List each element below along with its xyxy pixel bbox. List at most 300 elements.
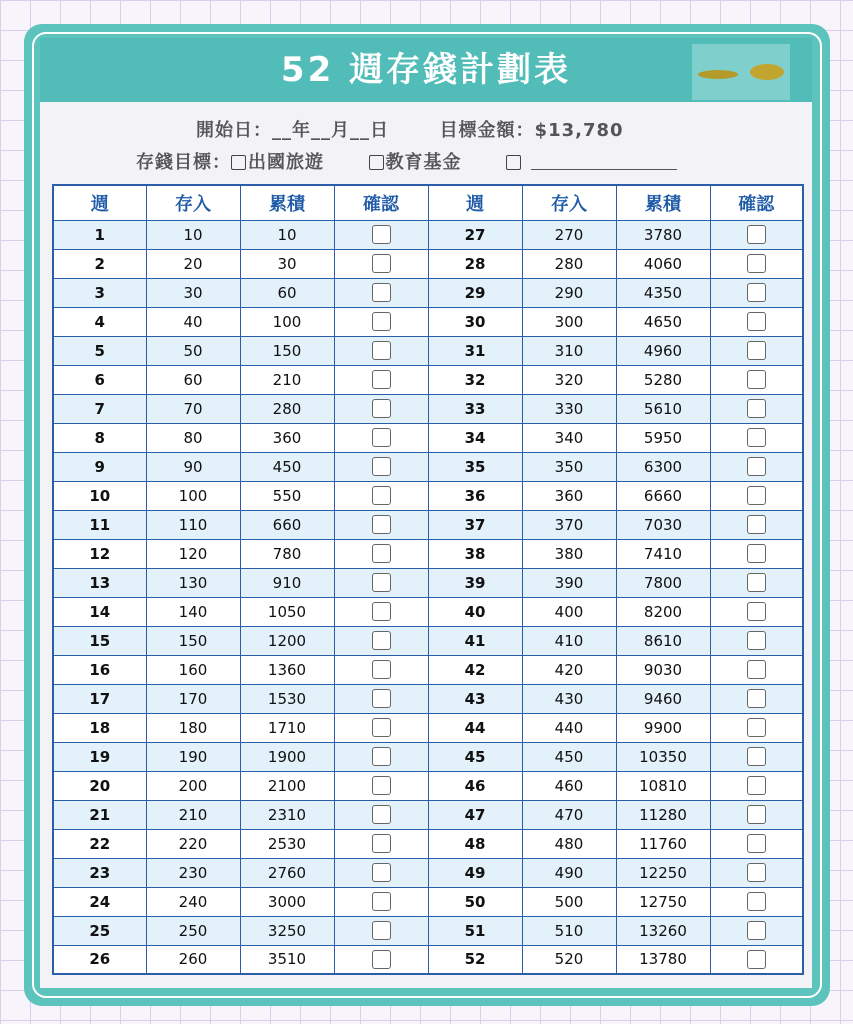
total-cell: 10810	[616, 771, 710, 800]
confirm-checkbox[interactable]	[747, 428, 766, 447]
deposit-cell: 130	[146, 568, 240, 597]
confirm-checkbox[interactable]	[372, 921, 391, 940]
deposit-cell: 450	[522, 742, 616, 771]
confirm-checkbox[interactable]	[747, 892, 766, 911]
confirm-cell	[710, 713, 803, 742]
week-cell: 45	[428, 742, 522, 771]
table-row	[53, 858, 803, 887]
confirm-checkbox[interactable]	[372, 515, 391, 534]
deposit-cell: 410	[522, 626, 616, 655]
total-cell: 9460	[616, 684, 710, 713]
deposit-cell: 310	[522, 336, 616, 365]
confirm-cell	[334, 220, 428, 249]
deposit-cell: 510	[522, 916, 616, 945]
confirm-checkbox[interactable]	[372, 805, 391, 824]
confirm-checkbox[interactable]	[372, 312, 391, 331]
week-cell: 34	[428, 423, 522, 452]
week-cell: 6	[53, 365, 146, 394]
week-cell: 7	[53, 394, 146, 423]
confirm-checkbox[interactable]	[747, 950, 766, 969]
confirm-checkbox[interactable]	[747, 254, 766, 273]
week-cell: 16	[53, 655, 146, 684]
week-cell: 46	[428, 771, 522, 800]
header-deposit: 存入	[146, 185, 240, 220]
week-cell: 18	[53, 713, 146, 742]
deposit-cell: 90	[146, 452, 240, 481]
confirm-cell	[710, 510, 803, 539]
deposit-cell: 460	[522, 771, 616, 800]
confirm-checkbox[interactable]	[372, 660, 391, 679]
total-cell: 5280	[616, 365, 710, 394]
confirm-checkbox[interactable]	[747, 776, 766, 795]
total-cell: 13780	[616, 945, 710, 974]
confirm-cell	[334, 336, 428, 365]
deposit-cell: 190	[146, 742, 240, 771]
deposit-cell: 490	[522, 858, 616, 887]
total-cell: 7800	[616, 568, 710, 597]
header-deposit: 存入	[522, 185, 616, 220]
total-cell: 12750	[616, 887, 710, 916]
week-cell: 24	[53, 887, 146, 916]
total-cell: 30	[240, 249, 334, 278]
confirm-checkbox[interactable]	[747, 718, 766, 737]
week-cell: 25	[53, 916, 146, 945]
deco-leaf-icon	[698, 70, 738, 79]
total-cell: 5950	[616, 423, 710, 452]
week-cell: 26	[53, 945, 146, 974]
page-title: 52 週存錢計劃表	[280, 50, 572, 90]
confirm-checkbox[interactable]	[372, 283, 391, 302]
deposit-cell: 400	[522, 597, 616, 626]
deposit-cell: 80	[146, 423, 240, 452]
confirm-checkbox[interactable]	[747, 312, 766, 331]
week-cell: 35	[428, 452, 522, 481]
week-cell: 28	[428, 249, 522, 278]
confirm-cell	[334, 307, 428, 336]
confirm-checkbox[interactable]	[747, 660, 766, 679]
total-cell: 6660	[616, 481, 710, 510]
deposit-cell: 20	[146, 249, 240, 278]
total-cell: 910	[240, 568, 334, 597]
week-cell: 2	[53, 249, 146, 278]
total-cell: 2760	[240, 858, 334, 887]
week-cell: 50	[428, 887, 522, 916]
confirm-checkbox[interactable]	[747, 457, 766, 476]
deposit-cell: 230	[146, 858, 240, 887]
table-row	[53, 684, 803, 713]
confirm-cell	[334, 423, 428, 452]
total-cell: 4960	[616, 336, 710, 365]
confirm-cell	[334, 249, 428, 278]
confirm-cell	[334, 887, 428, 916]
total-cell: 4350	[616, 278, 710, 307]
total-cell: 660	[240, 510, 334, 539]
confirm-checkbox[interactable]	[372, 602, 391, 621]
decoration-image	[692, 44, 790, 100]
total-cell: 9900	[616, 713, 710, 742]
deposit-cell: 60	[146, 365, 240, 394]
deposit-cell: 330	[522, 394, 616, 423]
deposit-cell: 420	[522, 655, 616, 684]
table-row	[53, 800, 803, 829]
confirm-cell	[710, 307, 803, 336]
table-row	[53, 742, 803, 771]
total-cell: 150	[240, 336, 334, 365]
confirm-cell	[710, 220, 803, 249]
deposit-cell: 140	[146, 597, 240, 626]
confirm-cell	[710, 945, 803, 974]
deposit-cell: 470	[522, 800, 616, 829]
confirm-cell	[334, 829, 428, 858]
table-row	[53, 655, 803, 684]
total-cell: 2100	[240, 771, 334, 800]
week-cell: 36	[428, 481, 522, 510]
confirm-cell	[334, 365, 428, 394]
total-cell: 4060	[616, 249, 710, 278]
deposit-cell: 280	[522, 249, 616, 278]
total-cell: 8200	[616, 597, 710, 626]
start-date-field[interactable]: 開始日：__年__月__日	[196, 120, 389, 141]
total-cell: 10350	[616, 742, 710, 771]
confirm-checkbox[interactable]	[372, 863, 391, 882]
week-cell: 33	[428, 394, 522, 423]
header-confirm: 確認	[710, 185, 803, 220]
confirm-cell	[334, 452, 428, 481]
week-cell: 39	[428, 568, 522, 597]
header-total: 累積	[240, 185, 334, 220]
table-row	[53, 510, 803, 539]
confirm-checkbox[interactable]	[747, 921, 766, 940]
confirm-checkbox[interactable]	[372, 254, 391, 273]
header-week: 週	[53, 185, 146, 220]
week-cell: 49	[428, 858, 522, 887]
total-cell: 1710	[240, 713, 334, 742]
confirm-checkbox[interactable]	[747, 370, 766, 389]
deposit-cell: 340	[522, 423, 616, 452]
confirm-cell	[710, 423, 803, 452]
table-header-row	[53, 185, 803, 220]
total-cell: 12250	[616, 858, 710, 887]
deposit-cell: 440	[522, 713, 616, 742]
confirm-checkbox[interactable]	[747, 515, 766, 534]
deposit-cell: 180	[146, 713, 240, 742]
confirm-checkbox[interactable]	[747, 631, 766, 650]
confirm-cell	[710, 539, 803, 568]
table-row	[53, 916, 803, 945]
total-cell: 2530	[240, 829, 334, 858]
confirm-cell	[710, 655, 803, 684]
week-cell: 27	[428, 220, 522, 249]
total-cell: 1530	[240, 684, 334, 713]
confirm-checkbox[interactable]	[372, 370, 391, 389]
deposit-cell: 30	[146, 278, 240, 307]
total-cell: 6300	[616, 452, 710, 481]
week-cell: 38	[428, 539, 522, 568]
info-line-1	[196, 116, 624, 142]
week-cell: 42	[428, 655, 522, 684]
total-cell: 450	[240, 452, 334, 481]
confirm-checkbox[interactable]	[747, 689, 766, 708]
confirm-cell	[710, 452, 803, 481]
total-cell: 780	[240, 539, 334, 568]
header-total: 累積	[616, 185, 710, 220]
table-row	[53, 481, 803, 510]
confirm-cell	[334, 713, 428, 742]
confirm-cell	[334, 278, 428, 307]
week-cell: 40	[428, 597, 522, 626]
total-cell: 60	[240, 278, 334, 307]
total-cell: 5610	[616, 394, 710, 423]
confirm-cell	[710, 394, 803, 423]
goal-travel-checkbox[interactable]	[231, 155, 246, 170]
confirm-cell	[710, 829, 803, 858]
deposit-cell: 320	[522, 365, 616, 394]
deposit-cell: 110	[146, 510, 240, 539]
week-cell: 4	[53, 307, 146, 336]
deposit-cell: 200	[146, 771, 240, 800]
confirm-checkbox[interactable]	[372, 486, 391, 505]
week-cell: 17	[53, 684, 146, 713]
confirm-cell	[334, 394, 428, 423]
deposit-cell: 260	[146, 945, 240, 974]
total-cell: 13260	[616, 916, 710, 945]
confirm-cell	[710, 626, 803, 655]
week-cell: 43	[428, 684, 522, 713]
confirm-checkbox[interactable]	[747, 544, 766, 563]
table-row	[53, 423, 803, 452]
confirm-cell	[334, 858, 428, 887]
table-row	[53, 829, 803, 858]
deposit-cell: 50	[146, 336, 240, 365]
table-row	[53, 568, 803, 597]
confirm-cell	[334, 771, 428, 800]
deposit-cell: 360	[522, 481, 616, 510]
week-cell: 51	[428, 916, 522, 945]
confirm-checkbox[interactable]	[747, 834, 766, 853]
total-cell: 7030	[616, 510, 710, 539]
table-row	[53, 452, 803, 481]
total-cell: 11760	[616, 829, 710, 858]
total-cell: 7410	[616, 539, 710, 568]
week-cell: 3	[53, 278, 146, 307]
goal-travel-label: 出國旅遊	[248, 152, 324, 173]
confirm-cell	[710, 800, 803, 829]
deposit-cell: 70	[146, 394, 240, 423]
confirm-cell	[710, 771, 803, 800]
confirm-checkbox[interactable]	[747, 573, 766, 592]
confirm-checkbox[interactable]	[372, 718, 391, 737]
confirm-cell	[710, 887, 803, 916]
confirm-checkbox[interactable]	[372, 399, 391, 418]
total-cell: 210	[240, 365, 334, 394]
confirm-checkbox[interactable]	[747, 747, 766, 766]
week-cell: 37	[428, 510, 522, 539]
deposit-cell: 290	[522, 278, 616, 307]
confirm-cell	[334, 684, 428, 713]
deposit-cell: 270	[522, 220, 616, 249]
total-cell: 10	[240, 220, 334, 249]
confirm-checkbox[interactable]	[747, 602, 766, 621]
goal-label: 存錢目標：	[136, 152, 231, 173]
deposit-cell: 120	[146, 539, 240, 568]
confirm-checkbox[interactable]	[372, 457, 391, 476]
confirm-checkbox[interactable]	[372, 689, 391, 708]
confirm-checkbox[interactable]	[747, 863, 766, 882]
confirm-checkbox[interactable]	[747, 341, 766, 360]
total-cell: 550	[240, 481, 334, 510]
confirm-checkbox[interactable]	[372, 776, 391, 795]
week-cell: 12	[53, 539, 146, 568]
total-cell: 3510	[240, 945, 334, 974]
week-cell: 10	[53, 481, 146, 510]
confirm-checkbox[interactable]	[747, 486, 766, 505]
deposit-cell: 300	[522, 307, 616, 336]
table-row	[53, 887, 803, 916]
goal-other-input[interactable]	[531, 153, 677, 170]
confirm-checkbox[interactable]	[372, 573, 391, 592]
confirm-checkbox[interactable]	[372, 225, 391, 244]
deposit-cell: 500	[522, 887, 616, 916]
confirm-cell	[710, 365, 803, 394]
confirm-cell	[710, 597, 803, 626]
week-cell: 15	[53, 626, 146, 655]
deposit-cell: 350	[522, 452, 616, 481]
goal-education-checkbox[interactable]	[369, 155, 384, 170]
week-cell: 8	[53, 423, 146, 452]
week-cell: 41	[428, 626, 522, 655]
week-cell: 32	[428, 365, 522, 394]
table-row	[53, 597, 803, 626]
table-row	[53, 307, 803, 336]
deposit-cell: 220	[146, 829, 240, 858]
total-cell: 1050	[240, 597, 334, 626]
confirm-cell	[710, 249, 803, 278]
week-cell: 47	[428, 800, 522, 829]
confirm-cell	[334, 655, 428, 684]
table-row	[53, 278, 803, 307]
table-row	[53, 220, 803, 249]
table-row	[53, 626, 803, 655]
deposit-cell: 160	[146, 655, 240, 684]
confirm-cell	[334, 481, 428, 510]
confirm-cell	[334, 539, 428, 568]
confirm-cell	[334, 510, 428, 539]
week-cell: 29	[428, 278, 522, 307]
confirm-cell	[710, 336, 803, 365]
target-amount: 目標金額：$13,780	[439, 120, 624, 141]
week-cell: 23	[53, 858, 146, 887]
savings-table	[52, 184, 804, 975]
confirm-checkbox[interactable]	[747, 399, 766, 418]
total-cell: 3000	[240, 887, 334, 916]
confirm-cell	[334, 597, 428, 626]
deposit-cell: 430	[522, 684, 616, 713]
week-cell: 20	[53, 771, 146, 800]
confirm-cell	[334, 742, 428, 771]
week-cell: 48	[428, 829, 522, 858]
table-row	[53, 394, 803, 423]
deco-coin-icon	[750, 64, 784, 80]
week-cell: 52	[428, 945, 522, 974]
deposit-cell: 40	[146, 307, 240, 336]
total-cell: 11280	[616, 800, 710, 829]
total-cell: 360	[240, 423, 334, 452]
confirm-checkbox[interactable]	[372, 892, 391, 911]
header-week: 週	[428, 185, 522, 220]
deposit-cell: 210	[146, 800, 240, 829]
confirm-checkbox[interactable]	[372, 950, 391, 969]
total-cell: 100	[240, 307, 334, 336]
week-cell: 30	[428, 307, 522, 336]
table-row	[53, 771, 803, 800]
week-cell: 14	[53, 597, 146, 626]
confirm-checkbox[interactable]	[747, 805, 766, 824]
confirm-cell	[334, 945, 428, 974]
total-cell: 8610	[616, 626, 710, 655]
confirm-checkbox[interactable]	[372, 544, 391, 563]
confirm-checkbox[interactable]	[372, 631, 391, 650]
deposit-cell: 480	[522, 829, 616, 858]
deposit-cell: 150	[146, 626, 240, 655]
confirm-checkbox[interactable]	[372, 747, 391, 766]
total-cell: 1900	[240, 742, 334, 771]
week-cell: 22	[53, 829, 146, 858]
table-row	[53, 539, 803, 568]
table-row	[53, 336, 803, 365]
total-cell: 1200	[240, 626, 334, 655]
total-cell: 2310	[240, 800, 334, 829]
deposit-cell: 370	[522, 510, 616, 539]
deposit-cell: 100	[146, 481, 240, 510]
info-line-2	[136, 148, 677, 174]
deposit-cell: 240	[146, 887, 240, 916]
deposit-cell: 380	[522, 539, 616, 568]
table-row	[53, 945, 803, 974]
confirm-checkbox[interactable]	[747, 225, 766, 244]
week-cell: 31	[428, 336, 522, 365]
confirm-checkbox[interactable]	[372, 341, 391, 360]
confirm-cell	[710, 916, 803, 945]
confirm-cell	[710, 742, 803, 771]
total-cell: 280	[240, 394, 334, 423]
week-cell: 5	[53, 336, 146, 365]
confirm-cell	[710, 481, 803, 510]
deposit-cell: 250	[146, 916, 240, 945]
confirm-checkbox[interactable]	[372, 834, 391, 853]
confirm-cell	[334, 626, 428, 655]
week-cell: 13	[53, 568, 146, 597]
deposit-cell: 10	[146, 220, 240, 249]
week-cell: 9	[53, 452, 146, 481]
week-cell: 19	[53, 742, 146, 771]
week-cell: 44	[428, 713, 522, 742]
confirm-checkbox[interactable]	[747, 283, 766, 302]
header-confirm: 確認	[334, 185, 428, 220]
total-cell: 1360	[240, 655, 334, 684]
goal-other-checkbox[interactable]	[506, 155, 521, 170]
goal-education-label: 教育基金	[385, 152, 462, 173]
confirm-cell	[334, 568, 428, 597]
table-row	[53, 713, 803, 742]
week-cell: 21	[53, 800, 146, 829]
table-row	[53, 365, 803, 394]
deposit-cell: 170	[146, 684, 240, 713]
confirm-cell	[334, 916, 428, 945]
confirm-cell	[710, 858, 803, 887]
confirm-cell	[710, 568, 803, 597]
deposit-cell: 520	[522, 945, 616, 974]
confirm-checkbox[interactable]	[372, 428, 391, 447]
